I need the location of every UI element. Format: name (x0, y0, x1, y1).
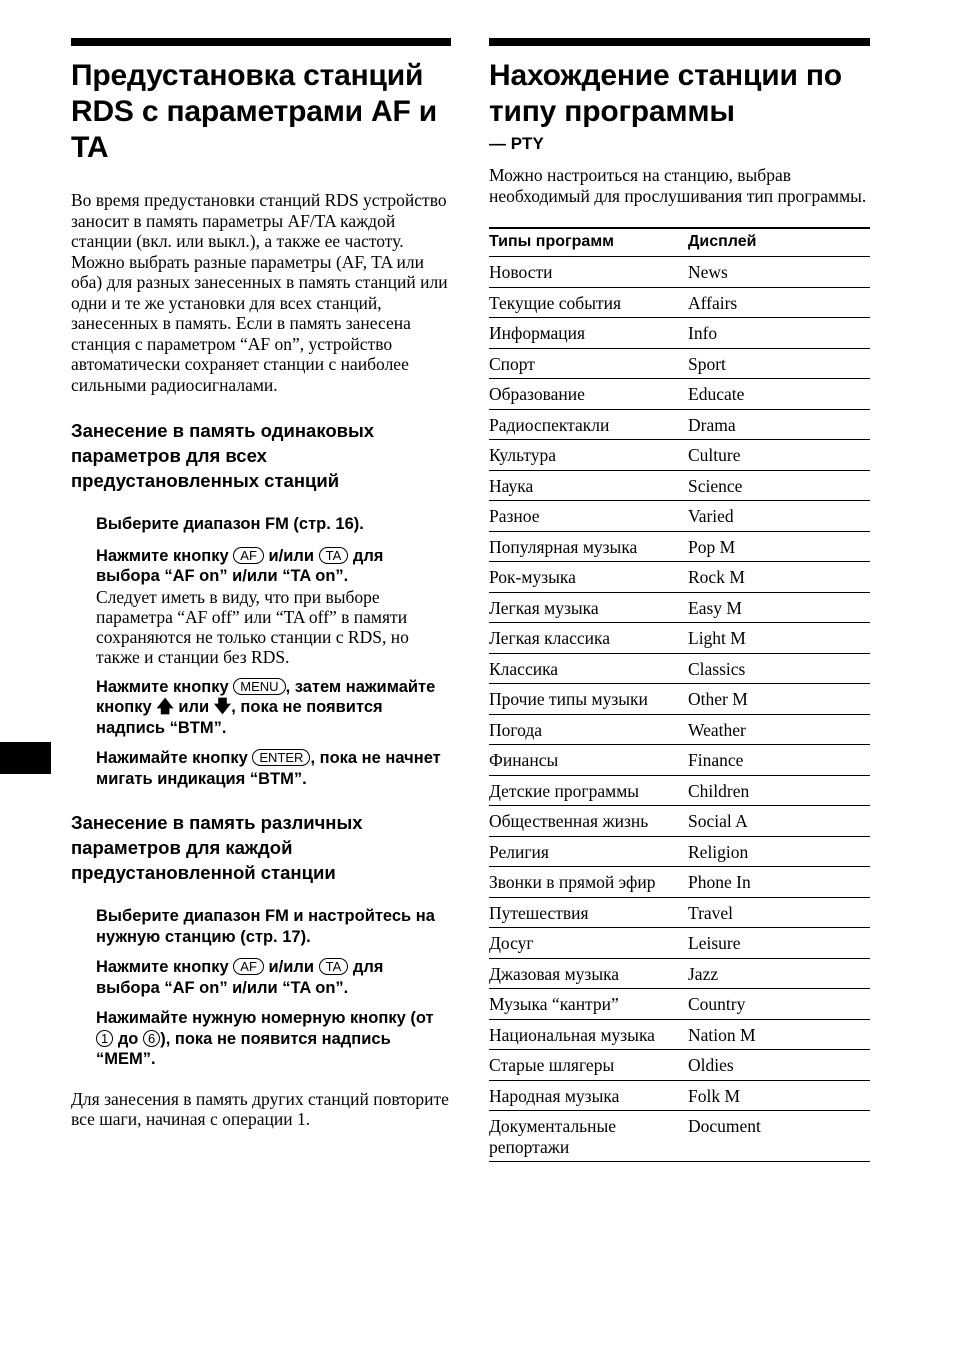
step-4 (96, 748, 451, 789)
display-cell: Drama (688, 409, 870, 440)
program-type-cell: Досуг (489, 928, 688, 959)
preset-6-key-icon: 6 (143, 1030, 160, 1047)
table-row (489, 592, 870, 623)
display-cell: Weather (688, 714, 870, 745)
section-heading-different-settings: Занесение в память различных параметров для каждой предустановленной станции (71, 812, 363, 883)
table-row (489, 318, 870, 349)
ta-key-icon: TA (319, 547, 349, 564)
section-rule (489, 38, 870, 46)
enter-key-icon: ENTER (252, 749, 310, 766)
step-2 (96, 546, 451, 667)
intro-paragraph: Во время предустановки станций RDS устройство заносит в память параметры AF/TA каждой станции (вкл. или выкл.), а также ее частоту. Можно выбрать разные параметры (AF, TA или оба) для разных занесенных в память станций или одни и те же установки для всех станций, занесенных в память. Если в память занесена станция с параметром “AF on”, устройство автоматически сохраняет станции с наиболее сильными радиосигналами. (71, 190, 448, 395)
table-row (489, 348, 870, 379)
display-cell: Social A (688, 806, 870, 837)
program-type-cell: Старые шлягеры (489, 1050, 688, 1081)
column-header-program-type: Типы программ (489, 228, 688, 257)
step-b2-text-c: для выбора “AF on” и/или “TA on”. (96, 958, 384, 997)
display-cell: News (688, 257, 870, 288)
program-type-cell: Легкая музыка (489, 592, 688, 623)
step-2-text (96, 546, 451, 587)
program-type-cell: Популярная музыка (489, 531, 688, 562)
table-row (489, 897, 870, 928)
column-header-display: Дисплей (688, 228, 870, 257)
pty-intro-paragraph: Можно настроиться на станцию, выбрав необходимый для прослушивания тип программы. (489, 165, 867, 206)
display-cell: Leisure (688, 928, 870, 959)
program-type-cell: Классика (489, 653, 688, 684)
program-type-cell: Финансы (489, 745, 688, 776)
program-type-cell: Радиоспектакли (489, 409, 688, 440)
program-type-cell: Документальные репортажи (489, 1111, 688, 1162)
table-row (489, 714, 870, 745)
step-b1-text: Выберите диапазон FM и настройтесь на нужную станцию (стр. 17). (96, 907, 435, 946)
program-type-cell: Джазовая музыка (489, 958, 688, 989)
pty-table (489, 227, 870, 1162)
table-row (489, 1080, 870, 1111)
table-row (489, 501, 870, 532)
table-row (489, 440, 870, 471)
display-cell: Culture (688, 440, 870, 471)
program-type-cell: Музыка “кантри” (489, 989, 688, 1020)
step-2-note: Следует иметь в виду, что при выборе параметра “AF off” или “TA off” в памяти сохраняются не только станции с RDS, но также и станции без RDS. (96, 586, 409, 667)
display-cell: Jazz (688, 958, 870, 989)
step-b3 (96, 1008, 451, 1070)
program-type-cell: Информация (489, 318, 688, 349)
page-subtitle-pty: — PTY (489, 134, 544, 153)
table-row (489, 257, 870, 288)
display-cell: Classics (688, 653, 870, 684)
display-cell: Country (688, 989, 870, 1020)
display-cell: Easy M (688, 592, 870, 623)
display-cell: Finance (688, 745, 870, 776)
table-row (489, 562, 870, 593)
arrow-down-icon: 🡇 (213, 697, 232, 717)
table-row (489, 379, 870, 410)
display-cell: Document (688, 1111, 870, 1162)
step-3-text (96, 677, 451, 739)
table-header-row (489, 228, 870, 257)
display-cell: Phone In (688, 867, 870, 898)
page-title-pty: Нахождение станции по типу программы (489, 59, 842, 128)
table-row (489, 623, 870, 654)
program-type-cell: Прочие типы музыки (489, 684, 688, 715)
table-row (489, 287, 870, 318)
display-cell: Folk M (688, 1080, 870, 1111)
display-cell: Light M (688, 623, 870, 654)
step-b3-text-b: до (117, 1029, 139, 1048)
step-3-text-d: , пока не появится надпись “BTM”. (96, 698, 383, 737)
program-type-cell: Народная музыка (489, 1080, 688, 1111)
program-type-cell: Образование (489, 379, 688, 410)
step-2-text-c: для выбора “AF on” и/или “TA on”. (96, 546, 384, 585)
step-3-text-a: Нажмите кнопку (96, 677, 229, 696)
display-cell: Rock M (688, 562, 870, 593)
program-type-cell: Погода (489, 714, 688, 745)
table-row (489, 745, 870, 776)
step-4-text-b: , пока не начнет мигать индикация “BTM”. (96, 749, 441, 788)
table-row (489, 806, 870, 837)
step-4-text (96, 748, 451, 789)
program-type-cell: Звонки в прямой эфир (489, 867, 688, 898)
program-type-cell: Новости (489, 257, 688, 288)
display-cell: Religion (688, 836, 870, 867)
step-b2 (96, 957, 451, 998)
step-b2-text-b: и/или (268, 958, 314, 976)
program-type-cell: Рок-музыка (489, 562, 688, 593)
program-type-cell: Путешествия (489, 897, 688, 928)
af-key-icon: AF (233, 547, 264, 564)
step-b3-text-c: ), пока не появится надпись “MEM”. (96, 1029, 391, 1068)
display-cell: Educate (688, 379, 870, 410)
display-cell: Affairs (688, 287, 870, 318)
table-row (489, 684, 870, 715)
program-type-cell: Текущие события (489, 287, 688, 318)
step-1 (96, 514, 451, 535)
page-title-rds-preset: Предустановка станций RDS с параметрами AF и TA (71, 59, 438, 164)
step-2-text-a: Нажмите кнопку (96, 546, 229, 565)
program-type-cell: Национальная музыка (489, 1019, 688, 1050)
display-cell: Science (688, 470, 870, 501)
step-b1 (96, 906, 451, 947)
table-row (489, 836, 870, 867)
table-row (489, 775, 870, 806)
right-column (489, 38, 870, 1162)
display-cell: Sport (688, 348, 870, 379)
ta-key-icon: TA (319, 958, 349, 975)
menu-key-icon: MENU (233, 678, 285, 695)
program-type-cell: Общественная жизнь (489, 806, 688, 837)
af-key-icon: AF (233, 958, 264, 975)
table-row (489, 531, 870, 562)
table-row (489, 1050, 870, 1081)
table-row (489, 653, 870, 684)
display-cell: Varied (688, 501, 870, 532)
program-type-cell: Разное (489, 501, 688, 532)
table-row (489, 867, 870, 898)
table-row (489, 928, 870, 959)
left-column (71, 38, 451, 1130)
display-cell: Oldies (688, 1050, 870, 1081)
program-type-cell: Культура (489, 440, 688, 471)
table-row (489, 989, 870, 1020)
display-cell: Nation M (688, 1019, 870, 1050)
program-type-cell: Детские программы (489, 775, 688, 806)
step-1-text: Выберите диапазон FM (стр. 16). (96, 515, 364, 533)
preset-1-key-icon: 1 (96, 1030, 113, 1047)
table-row (489, 470, 870, 501)
step-b3-text-a: Нажимайте нужную номерную кнопку (от (96, 1009, 434, 1027)
step-2-text-b: и/или (268, 546, 314, 565)
step-b2-text-a: Нажмите кнопку (96, 958, 229, 976)
step-4-text-a: Нажимайте кнопку (96, 749, 248, 767)
arrow-up-icon: 🡅 (156, 697, 174, 717)
section-heading-same-settings: Занесение в память одинаковых параметров для всех предустановленных станций (71, 420, 375, 491)
table-row (489, 409, 870, 440)
table-row (489, 1019, 870, 1050)
step-b3-text (96, 1008, 451, 1070)
display-cell: Children (688, 775, 870, 806)
program-type-cell: Легкая классика (489, 623, 688, 654)
display-cell: Other M (688, 684, 870, 715)
footer-paragraph: Для занесения в память других станций повторите все шаги, начиная с операции 1. (71, 1088, 449, 1129)
page-edge-tab (0, 742, 51, 774)
table-row (489, 1111, 870, 1162)
display-cell: Travel (688, 897, 870, 928)
step-3-text-c: или (178, 698, 210, 716)
section-rule (71, 38, 451, 46)
step-b2-text (96, 957, 451, 998)
display-cell: Info (688, 318, 870, 349)
program-type-cell: Религия (489, 836, 688, 867)
step-3-text-b: , затем нажимайте кнопку (96, 677, 436, 716)
step-3 (96, 677, 451, 739)
program-type-cell: Спорт (489, 348, 688, 379)
display-cell: Pop M (688, 531, 870, 562)
table-row (489, 958, 870, 989)
program-type-cell: Наука (489, 470, 688, 501)
